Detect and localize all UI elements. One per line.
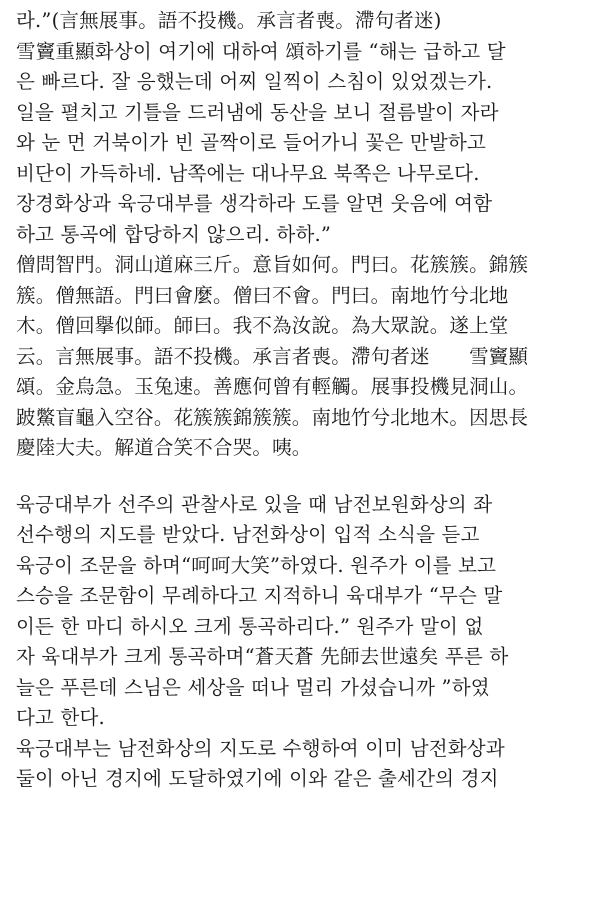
text-line: 跛鱉盲龜入空谷。花簇簇錦簇簇。南地竹兮北地木。因思長	[16, 405, 529, 429]
text-line: 하고 통곡에 합당하지 않으리. 하하.”	[16, 222, 332, 246]
text-line: 장경화상과 육긍대부를 생각하라 도를 알면 웃음에 여함	[16, 192, 493, 215]
text-line: 雪竇重顯화상이 여기에 대하여 頌하기를 “해는 급하고 달	[16, 39, 506, 63]
text-line: 簇。僧無語。門曰會麼。僧曰不會。門曰。南地竹兮北地	[16, 283, 509, 307]
text-line: 다고 한다.	[16, 706, 105, 729]
text-line: 僧問智門。洞山道麻三斤。意旨如何。門曰。花簇簇。錦簇	[16, 253, 529, 276]
conclusion-paragraph	[16, 734, 586, 795]
yukgeung-paragraph	[16, 490, 586, 734]
paragraph-gap	[16, 464, 586, 490]
text-line: 육긍이 조문을 하며“呵呵大笑”하였다. 원주가 이를 보고	[16, 553, 497, 577]
text-line: 이든 한 마디 하시오 크게 통곡하리다.” 원주가 말이 없	[16, 614, 484, 638]
korean-commentary-paragraph	[16, 6, 586, 250]
text-line: 자 육대부가 크게 통곡하며“蒼天蒼 先師去世遠矣 푸른 하	[16, 645, 509, 668]
text-line: 육긍대부는 남전화상의 지도로 수행하여 이미 남전화상과	[16, 736, 505, 760]
classical-chinese-paragraph	[16, 250, 586, 464]
text-line: 선수행의 지도를 받았다. 남전화상이 입적 소식을 듣고	[16, 523, 480, 546]
text-line: 云。言無展事。語不投機。承言者喪。滯句者迷 雪竇顯	[16, 344, 529, 368]
text-line: 둘이 아닌 경지에 도달하였기에 이와 같은 출세간의 경지	[16, 767, 499, 790]
text-line: 비단이 가득하네. 남쪽에는 대나무요 북쪽은 나무로다.	[16, 161, 480, 185]
text-line: 스승을 조문함이 무례하다고 지적하니 육대부가 “무슨 말	[16, 584, 503, 607]
text-line: 와 눈 먼 거북이가 빈 골짝이로 들어가니 꽃은 만발하고	[16, 131, 487, 154]
text-line: 일을 펼치고 기틀을 드러냄에 동산을 보니 절름발이 자라	[16, 100, 499, 124]
text-line: 라.”(言無展事。語不投機。承言者喪。滯句者迷)	[16, 9, 442, 32]
text-line: 木。僧回擧似師。師曰。我不為汝說。為大眾說。遂上堂	[16, 314, 509, 337]
text-line: 은 빠르다. 잘 응했는데 어찌 일찍이 스침이 있었겠는가.	[16, 70, 493, 93]
text-line: 늘은 푸른데 스님은 세상을 떠나 멀리 가셨습니까 ”하였	[16, 675, 490, 699]
text-line: 頌。金烏急。玉兔速。善應何曾有輕觸。展事投機見洞山。	[16, 375, 529, 398]
text-line: 慶陸大夫。解道合笑不合哭。咦。	[16, 436, 312, 459]
text-line: 육긍대부가 선주의 관찰사로 있을 때 남전보원화상의 좌	[16, 492, 493, 516]
